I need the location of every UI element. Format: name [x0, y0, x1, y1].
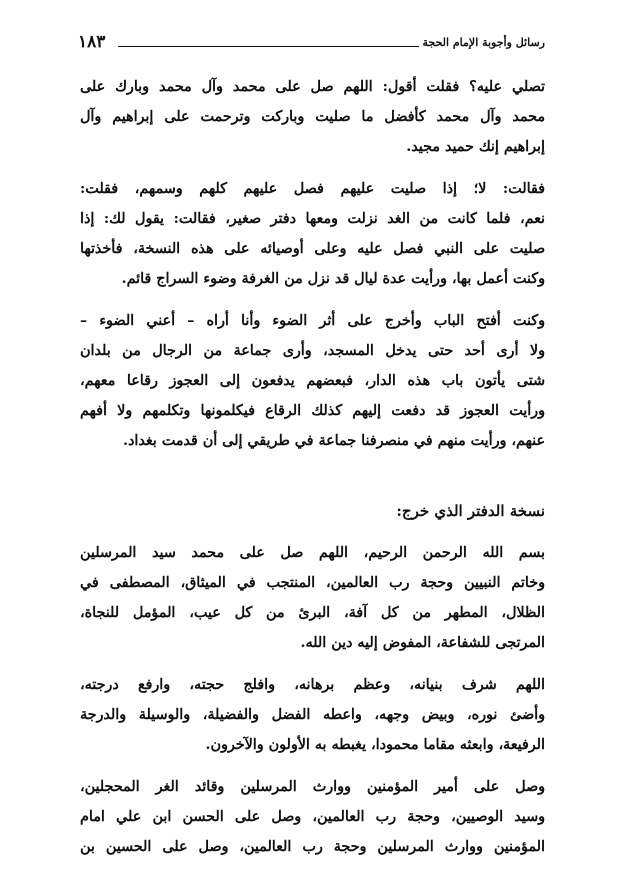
text-line: تصلي عليه؟ فقلت أقول: اللهم صل على محمد وآل محمد وبارك على: [80, 79, 545, 95]
running-title: رسائل وأجوبة الإمام الحجة: [419, 36, 545, 49]
section-gap: [80, 456, 545, 496]
text-line: صليت على النبي فصل عليه وعلى أوصيائه على هذه النسخة، فأخذتها: [80, 241, 545, 257]
text-line: إبراهيم إنك حميد مجيد.: [406, 139, 545, 155]
paragraph: [80, 72, 545, 162]
text-line: وكنت أعمل بها، ورأيت عدة ليال قد نزل من الغرفة وضوء السراج قائم.: [121, 271, 545, 287]
text-line: وسيد الوصيين، وحجة رب العالمين، وصل على الحسن ابن علي امام: [80, 809, 545, 825]
header-rule: [118, 46, 435, 47]
paragraph: [80, 174, 545, 294]
text-line: وخاتم النبيين وحجة رب العالمين، المنتجب في الميثاق، المصطفى في: [80, 575, 545, 591]
text-line: المرتجى للشفاعة، المفوض إليه دين الله.: [300, 635, 545, 651]
text-line: وكنت أفتح الباب وأخرج على أثر الضوء وأنا أراه – أعني الضوء –: [80, 313, 545, 329]
page-header: [78, 34, 545, 56]
text-line: وصل على أمير المؤمنين ووارث المرسلين وقائد الغر المحجلين،: [80, 779, 545, 795]
section-heading: نسخة الدفتر الذي خرج:: [396, 502, 545, 520]
paragraph: [80, 306, 545, 456]
text-line: اللهم شرف بنيانه، وعظم برهانه، وافلج حجته، وارفع درجته،: [80, 677, 545, 693]
text-line: الرفيعة، وابعثه مقاما محمودا، يغبطه به الأولون والآخرون.: [205, 737, 545, 753]
text-line: بسم الله الرحمن الرحيم، اللهم صل على محمد سيد المرسلين: [80, 545, 545, 561]
text-line: نعم، فلما كانت من الغد نزلت ومعها دفتر صغير، فقالت: يقول لك: إذا: [80, 211, 545, 227]
text-line: وأضئ نوره، وبيض وجهه، واعطه الفضل والفضيلة، والوسيلة والدرجة: [80, 707, 545, 723]
paragraph-gap: [80, 658, 545, 670]
paragraph: [80, 772, 545, 862]
paragraph: [80, 538, 545, 658]
paragraph: [80, 670, 545, 760]
text-line: ولا أرى أحد حتى يدخل المسجد، وأرى جماعة من الرجال من بلدان: [80, 343, 545, 359]
paragraph-gap: [80, 294, 545, 306]
page-number: ١٨٣: [78, 32, 106, 52]
text-line: ورأيت العجوز قد دفعت إليهم كذلك الرقاع فيكلمونها وتكلمهم ولا أفهم: [80, 403, 545, 419]
text-line: المؤمنين ووارث المرسلين وحجة رب العالمين، وصل على الحسين بن: [80, 839, 545, 855]
text-line: عنهم، ورأيت منهم في منصرفنا جماعة في طريقي إلى أن قدمت بغداد.: [123, 433, 545, 449]
text-line: الظلال، المطهر من كل آفة، البرئ من كل عيب، المؤمل للنجاة،: [80, 605, 545, 621]
text-line: فقالت: لا؛ إذا صليت عليهم فصل عليهم كلهم وسمهم، فقلت:: [80, 181, 545, 197]
paragraph-gap: [80, 760, 545, 772]
text-line: شتى يأتون باب هذه الدار، فبعضهم يدفعون إلى العجوز رقاعا معهم،: [80, 373, 545, 389]
paragraph-gap: [80, 526, 545, 538]
text-line: محمد وآل محمد كأفضل ما صليت وباركت وترحمت على إبراهيم وآل: [80, 109, 545, 125]
page-body: [80, 72, 545, 862]
paragraph-gap: [80, 162, 545, 174]
